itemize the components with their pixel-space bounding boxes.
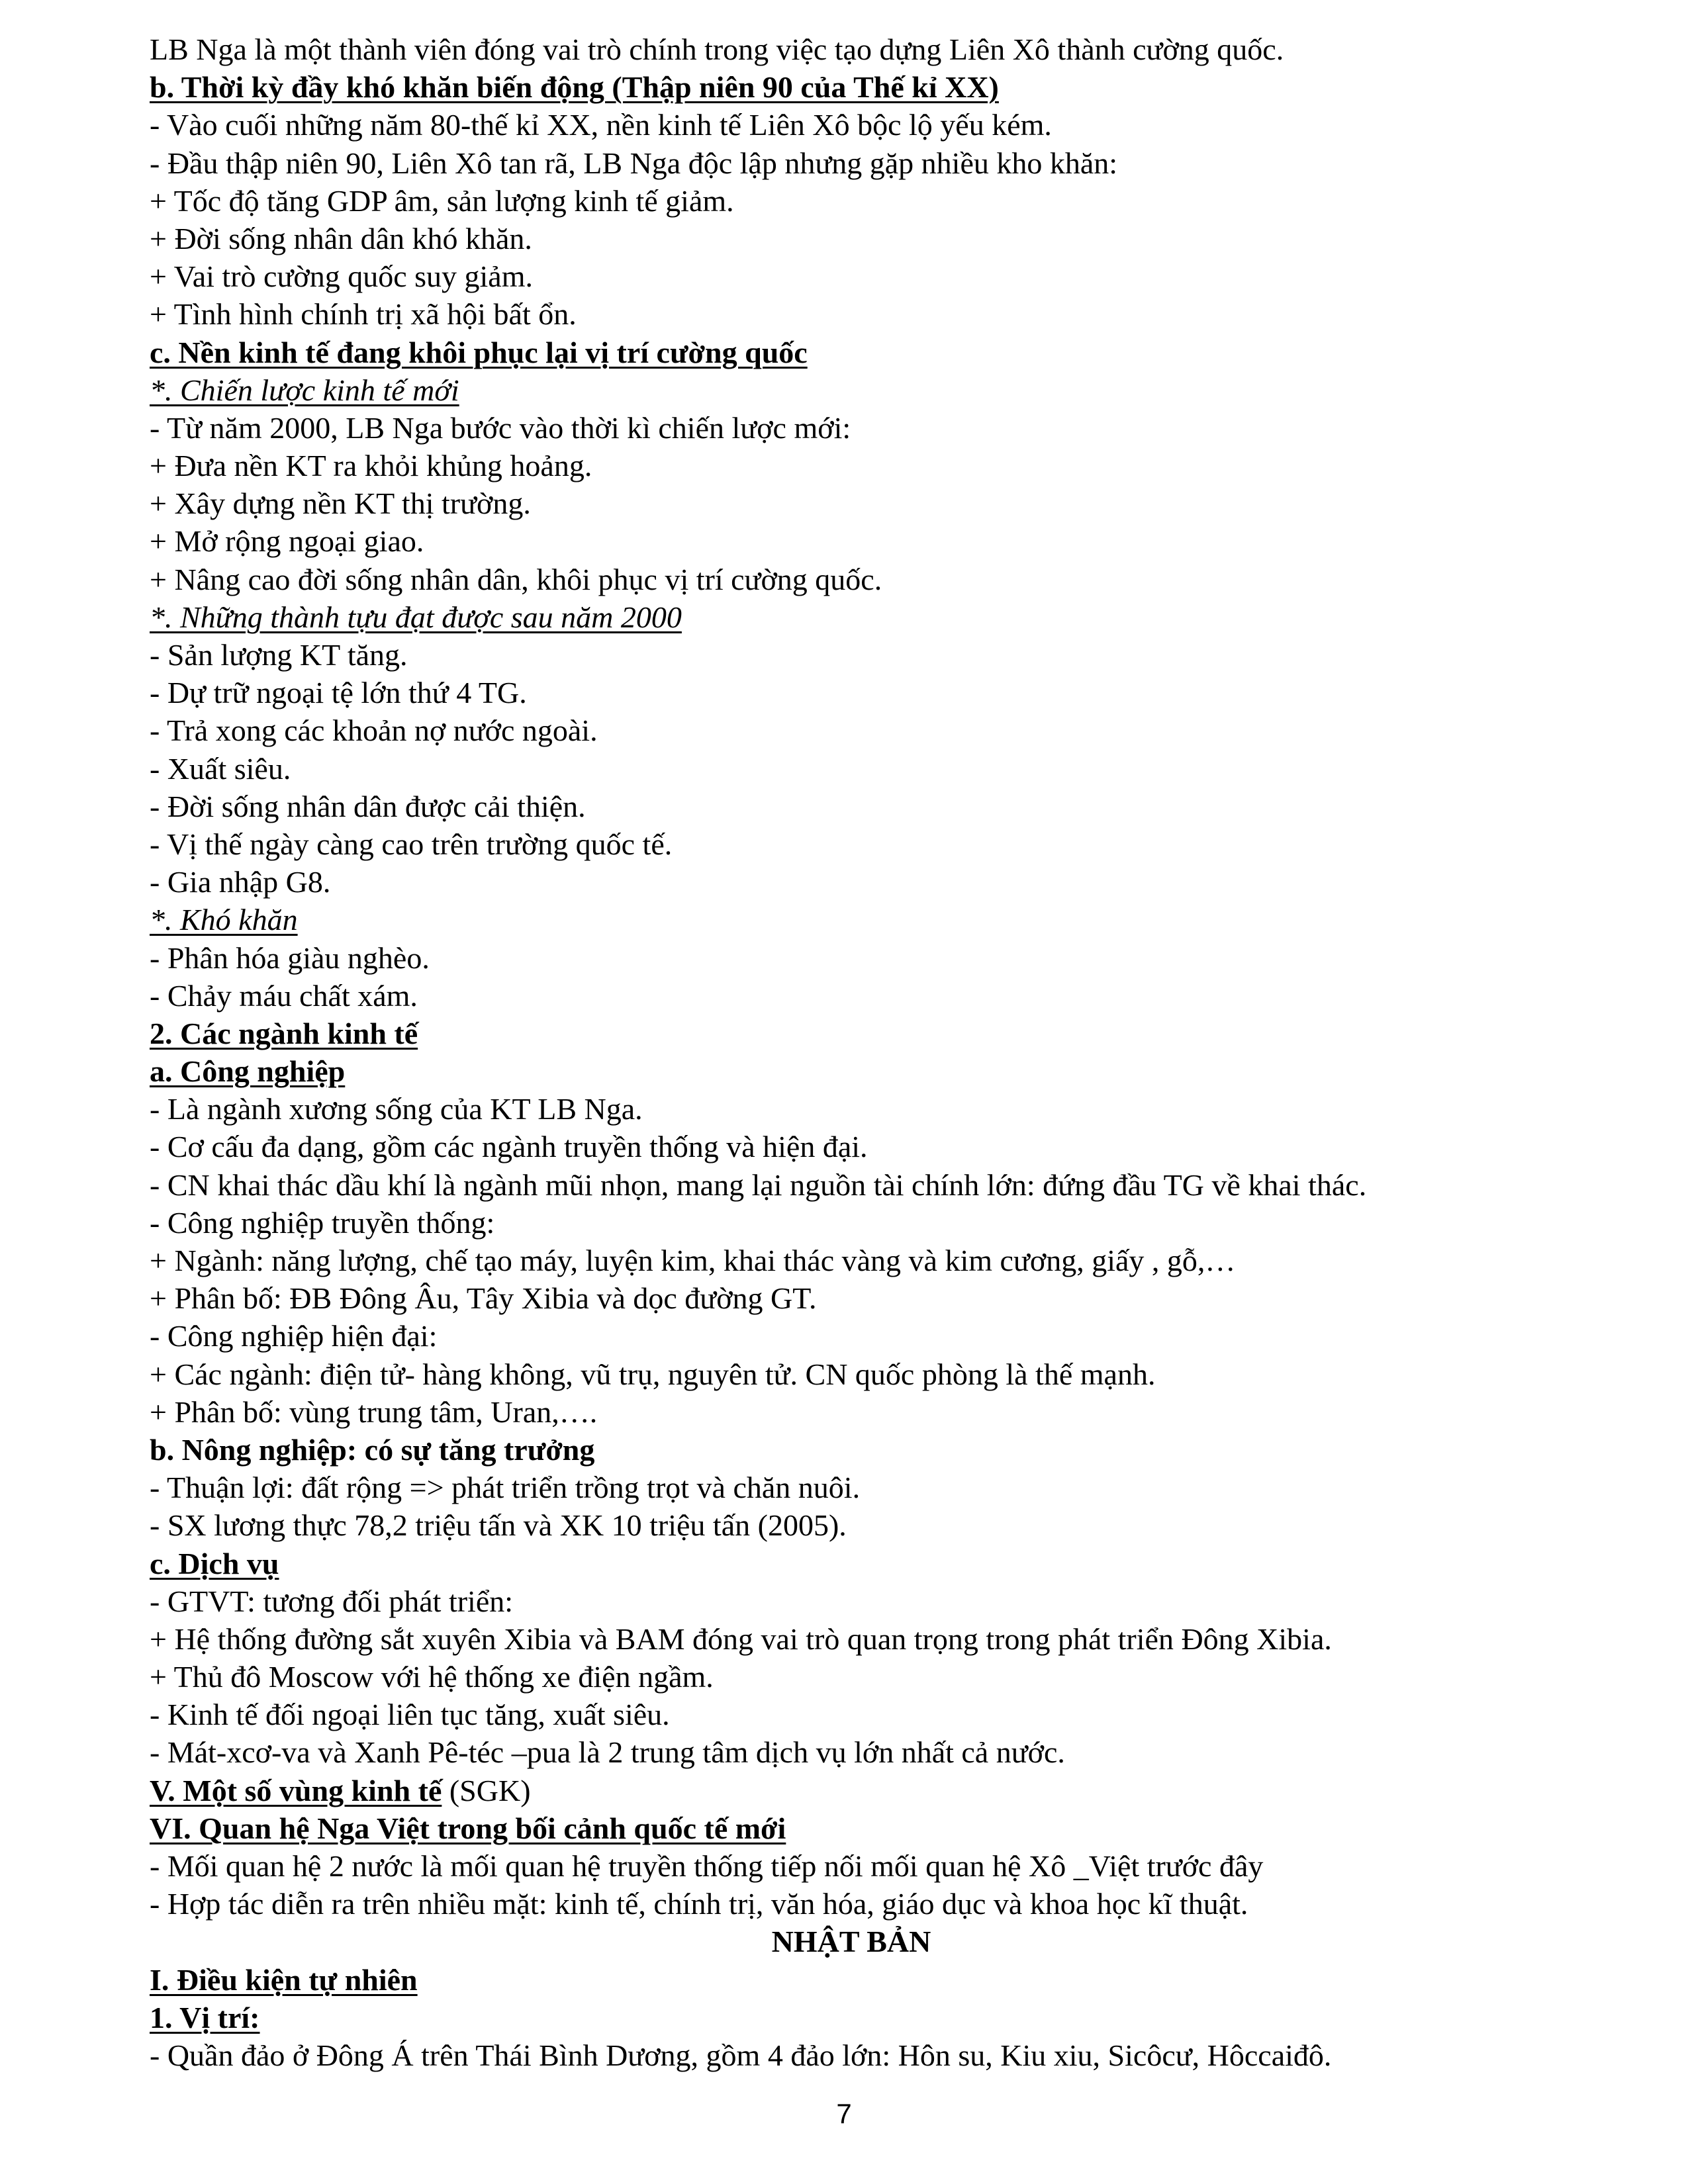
text-line [150,825,1553,863]
line-text: - Vị thế ngày càng cao trên trường quốc tế. [150,827,673,861]
text-line [150,1582,1553,1620]
line-text: - Hợp tác diễn ra trên nhiều mặt: kinh tế, chính trị, văn hóa, giáo dục và khoa học kĩ thuật. [150,1887,1248,1921]
line-text: - Đầu thập niên 90, Liên Xô tan rã, LB Nga độc lập nhưng gặp nhiều kho khăn: [150,146,1118,180]
line-text: VI. Quan hệ Nga Việt trong bối cảnh quốc tế mới [150,1811,786,1845]
line-text: LB Nga là một thành viên đóng vai trò chính trong việc tạo dựng Liên Xô thành cường quốc. [150,32,1284,66]
line-text: + Thủ đô Moscow với hệ thống xe điện ngầm. [150,1660,714,1694]
text-line [150,1696,1553,1733]
text-line [150,1052,1553,1090]
line-text: - Cơ cấu đa dạng, gồm các ngành truyền thống và hiện đại. [150,1130,868,1164]
text-line [150,144,1553,182]
line-text: b. Thời kỳ đầy khó khăn biến động (Thập niên 90 của Thế kỉ XX) [150,70,999,105]
line-text: I. Điều kiện tự nhiên [150,1962,418,1997]
text-line [150,220,1553,257]
text-line [150,1166,1553,1204]
text-line [150,674,1553,711]
text-line [150,1355,1553,1393]
line-text: + Phân bố: ĐB Đông Âu, Tây Xibia và dọc đường GT. [150,1281,817,1316]
text-line [150,977,1553,1015]
line-text: 1. Vị trí: [150,2000,260,2034]
line-text: - SX lương thực 78,2 triệu tấn và XK 10 triệu tấn (2005). [150,1508,847,1543]
line-text: *. Chiến lược kinh tế mới [150,373,459,407]
text-line [150,1090,1553,1128]
text-line [150,106,1553,144]
text-line [150,711,1553,749]
text-line [150,863,1553,901]
text-line [150,636,1553,674]
line-text: + Hệ thống đường sắt xuyên Xibia và BAM đóng vai trò quan trọng trong phát triển Đông Xibia. [150,1621,1332,1656]
line-text: + Mở rộng ngoại giao. [150,524,424,559]
line-text: + Đời sống nhân dân khó khăn. [150,221,532,255]
text-line [150,1961,1553,1999]
text-line [150,1431,1553,1469]
text-line [150,1847,1553,1885]
section-v-line [150,1772,1553,1809]
text-line [150,522,1553,560]
text-line [150,68,1553,106]
line-text: + Vai trò cường quốc suy giảm. [150,259,533,294]
line-text: - Gia nhập G8. [150,865,331,899]
line-text: - Mối quan hệ 2 nước là mối quan hệ truyền thống tiếp nối mối quan hệ Xô _Việt trước đây [150,1849,1264,1883]
line-text: - Thuận lợi: đất rộng => phát triển trồng trọt và chăn nuôi. [150,1471,861,1505]
text-line [150,598,1553,636]
line-text: - CN khai thác dầu khí là ngành mũi nhọn, mang lại nguồn tài chính lớn: đứng đầu TG về khai thác. [150,1167,1367,1202]
line-text: + Xây dựng nền KT thị trường. [150,486,531,521]
line-text: + Tốc độ tăng GDP âm, sản lượng kinh tế giảm. [150,183,734,218]
line-text: - Vào cuối những năm 80-thế kỉ XX, nền kinh tế Liên Xô bộc lộ yếu kém. [150,108,1052,142]
line-text: - Sản lượng KT tăng. [150,638,408,672]
line-text: - Quần đảo ở Đông Á trên Thái Bình Dương, gồm 4 đảo lớn: Hôn su, Kiu xiu, Sicôcư, Hôccaiđô. [150,2038,1332,2072]
text-line [150,1885,1553,1923]
line-text: - Công nghiệp hiện đại: [150,1319,438,1353]
text-line [150,1128,1553,1165]
text-line [150,484,1553,522]
section-v-note: (SGK) [442,1773,531,1807]
line-text: + Tình hình chính trị xã hội bất ổn. [150,297,577,332]
line-text: - Chảy máu chất xám. [150,978,418,1013]
text-line [150,30,1553,68]
text-line [150,1393,1553,1431]
line-text: + Ngành: năng lượng, chế tạo máy, luyện kim, khai thác vàng và kim cương, giấy , gỗ,… [150,1244,1236,1277]
line-text: - Trả xong các khoản nợ nước ngoài. [150,713,598,748]
text-line [150,371,1553,409]
line-text: - Là ngành xương sống của KT LB Nga. [150,1092,643,1126]
text-line [150,939,1553,977]
line-text: a. Công nghiệp [150,1054,346,1089]
text-line [150,1620,1553,1658]
text-line [150,295,1553,333]
text-line [150,1317,1553,1355]
text-line [150,1999,1553,2036]
line-text: - Kinh tế đối ngoại liên tục tăng, xuất siêu. [150,1698,670,1732]
text-line [150,447,1553,484]
line-text: - Công nghiệp truyền thống: [150,1205,495,1240]
text-line [150,901,1553,938]
line-text: + Các ngành: điện tử- hàng không, vũ trụ, nguyên tử. CN quốc phòng là thế mạnh. [150,1357,1156,1391]
text-line [150,182,1553,220]
line-text: c. Nền kinh tế đang khôi phục lại vị trí cường quốc [150,335,808,369]
text-line [150,561,1553,598]
document-body [150,30,1553,2074]
text-line [150,1242,1553,1279]
text-line [150,1469,1553,1506]
line-text: + Đưa nền KT ra khỏi khủng hoảng. [150,449,592,483]
line-text: - Xuất siêu. [150,751,291,786]
text-line [150,788,1553,825]
text-line [150,750,1553,788]
text-line [150,1923,1553,1960]
text-line [150,257,1553,295]
text-line [150,1733,1553,1771]
line-text: - Từ năm 2000, LB Nga bước vào thời kì chiến lược mới: [150,410,851,445]
section-v-heading: V. Một số vùng kinh tế [150,1773,442,1807]
line-text: - Dự trữ ngoại tệ lớn thứ 4 TG. [150,676,527,710]
line-text: + Phân bố: vùng trung tâm, Uran,…. [150,1394,598,1429]
text-line [150,1204,1553,1242]
text-line [150,1658,1553,1696]
line-text: - Mát-xcơ-va và Xanh Pê-téc –pua là 2 trung tâm dịch vụ lớn nhất cả nước. [150,1735,1065,1770]
text-line [150,1015,1553,1052]
line-text: - GTVT: tương đối phát triển: [150,1584,514,1618]
line-text: + Nâng cao đời sống nhân dân, khôi phục vị trí cường quốc. [150,562,882,596]
line-text: *. Khó khăn [150,903,298,937]
text-line [150,334,1553,371]
line-text: 2. Các ngành kinh tế [150,1016,418,1050]
line-text: - Đời sống nhân dân được cải thiện. [150,789,586,823]
line-text: - Phân hóa giàu nghèo. [150,940,430,975]
line-text: NHẬT BẢN [771,1925,931,1959]
line-text: b. Nông nghiệp: có sự tăng trưởng [150,1432,595,1467]
page-number: 7 [836,2098,852,2129]
text-line [150,1809,1553,1847]
text-line [150,2036,1553,2074]
text-line [150,1279,1553,1317]
line-text: c. Dịch vụ [150,1546,279,1580]
text-line [150,409,1553,447]
line-text: *. Những thành tựu đạt được sau năm 2000 [150,600,682,634]
text-line [150,1506,1553,1544]
text-line [150,1545,1553,1582]
